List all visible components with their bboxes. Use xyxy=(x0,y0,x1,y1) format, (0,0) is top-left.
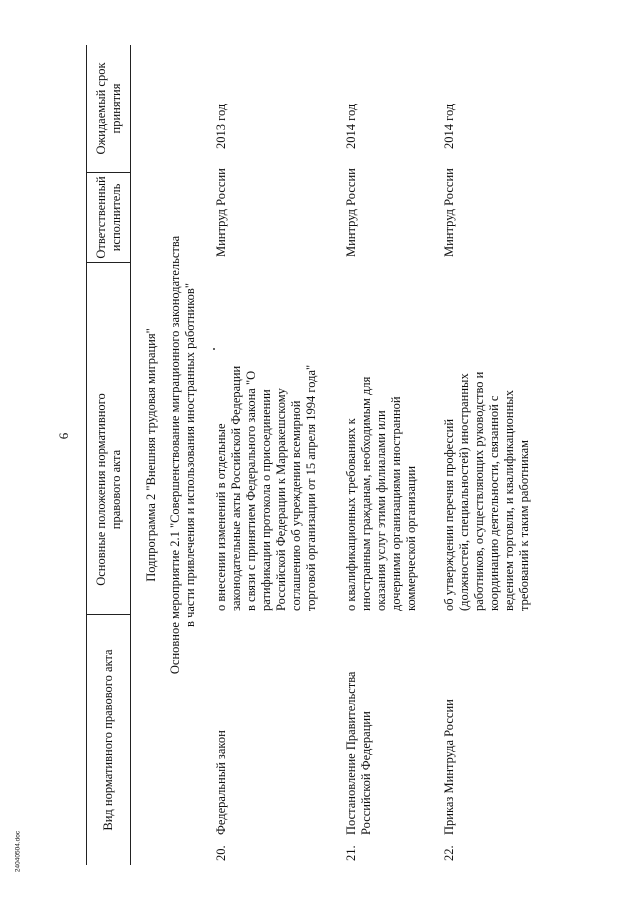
provision-line: Российской Федерации к Марракешскому xyxy=(274,388,288,611)
provision-line: коммерческой организации xyxy=(404,465,418,611)
page-number: 6 xyxy=(56,432,71,440)
executor: Минтруд России xyxy=(214,168,228,257)
row-number: 22. xyxy=(442,845,456,861)
table-header xyxy=(86,45,131,865)
header-act-provisions: Основные положения нормативного правового акта xyxy=(87,365,130,615)
subprogram-title: Подпрограмма 2 "Внешняя трудовая миграция" xyxy=(144,328,158,582)
rotated-table-sheet xyxy=(86,45,620,865)
provision-line: иностранным гражданам, необходимым для xyxy=(359,376,373,611)
provision-line: законодательные акты Российской Федерации xyxy=(229,365,243,611)
deadline: 2013 год xyxy=(214,103,228,149)
act-type-line: Российской Федерации xyxy=(359,711,373,835)
deadline: 2014 год xyxy=(344,103,358,149)
act-type-line: Постановление Правительства xyxy=(344,671,358,835)
provision-line: дочерними организациями иностранной xyxy=(389,396,403,611)
executor: Минтруд России xyxy=(442,168,456,257)
act-provisions xyxy=(344,261,419,611)
provision-line: торговой организации от 15 апреля 1994 года" xyxy=(304,364,318,611)
provision-line: соглашению об учреждении всемирной xyxy=(289,400,303,611)
provision-line: о квалификационных требованиях к xyxy=(344,418,358,611)
provision-line: (должностей, специальностей) иностранных xyxy=(457,373,471,611)
provision-line: о внесении изменений в отдельные xyxy=(214,423,228,611)
row-number: 20. xyxy=(214,845,228,861)
provision-line: требований к таким работникам xyxy=(517,439,531,611)
act-type-line: Федеральный закон xyxy=(214,730,228,835)
row-number: 21. xyxy=(344,845,358,861)
measure-title-line: Основное мероприятие 2.1 "Совершенствование миграционного законодательства xyxy=(168,235,182,675)
provision-line: оказания услуг этими филиалами или xyxy=(374,410,388,611)
provision-line: ведением торговли, и квалификационных xyxy=(502,390,516,611)
executor: Минтруд России xyxy=(344,168,358,257)
measure-title xyxy=(168,125,198,785)
provision-line: об утверждении перечня профессий xyxy=(442,418,456,611)
measure-title-line: в части привлечения и использования иностранных работников" xyxy=(183,283,197,627)
deadline: 2014 год xyxy=(442,103,456,149)
act-type xyxy=(344,635,374,835)
file-name: 24040504.doc xyxy=(14,830,22,873)
provision-line: в связи с принятием Федерального закона "О xyxy=(244,370,258,611)
act-type xyxy=(442,635,457,835)
header-executor: Ответственный исполнитель xyxy=(87,173,130,263)
scan-speck xyxy=(213,348,215,350)
provision-line: координацию деятельности, связанной с xyxy=(487,395,501,611)
act-provisions xyxy=(214,261,319,611)
act-type xyxy=(214,635,229,835)
header-deadline: Ожидаемый срок принятия xyxy=(87,45,130,173)
act-type-line: Приказ Минтруда России xyxy=(442,699,456,835)
header-act-type: Вид нормативного правового акта xyxy=(101,649,115,831)
provision-line: ратификации протокола о присоединении xyxy=(259,389,273,611)
act-provisions xyxy=(442,261,532,611)
provision-line: работников, осуществляющих руководство и xyxy=(472,371,486,611)
